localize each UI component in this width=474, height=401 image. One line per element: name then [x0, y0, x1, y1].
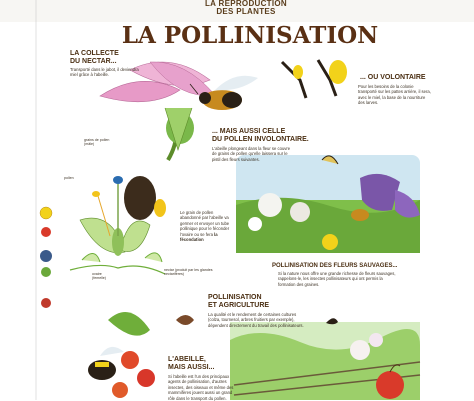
agriculture-title-line2: ET AGRICULTURE [208, 302, 270, 309]
bumblebee-illustration [88, 312, 155, 398]
grain-emphasis: la fécondation [180, 231, 218, 243]
flower-section-illustration [70, 176, 166, 274]
section-sauvages-text: Si la nature nous offre une grande richesse de fleurs sauvages, rappelons-le, les insectes pollinisateurs qui ont permis la formation des graines. [278, 271, 396, 287]
involontaire-title-line2: DU POLLEN INVOLONTAIRE. [212, 136, 309, 143]
meadow-illustration [236, 155, 420, 253]
section-volontaire-title: ... OU VOLONTAIRE [360, 74, 426, 81]
label-nectar: nectar (produit par les glandes nectarifères) [164, 268, 213, 277]
collecte-title-line1: LA COLLECTE [70, 50, 119, 57]
bee-legs-pollen [282, 60, 347, 98]
collecte-title-line2: DU NECTAR... [70, 58, 117, 65]
label-grains-line2: (mâle) [84, 142, 95, 147]
abeille-title-line2: MAIS AUSSI... [168, 364, 215, 371]
section-agriculture-title [208, 294, 269, 310]
section-abeille-text: Si l'abeille est l'un des principaux agents de pollinisation, d'autres insectes, des oiseaux et même des mammifères jouent aussi un grand rôle dans le transport du pollen. [168, 374, 234, 401]
label-grains [84, 138, 109, 147]
section-volontaire-text: Pour les besoins de la colonie transporté sur les pattes arrière, il sera, avec le miel, la base de la nourriture des larves. [358, 84, 431, 106]
section-collecte-text: Transporté dans le jabot, il deviendra miel grâce à l'abeille. [70, 67, 139, 78]
label-ovaire-line1: ovaire [92, 272, 102, 276]
top-title-line2: DES PLANTES [216, 7, 276, 16]
involontaire-title-line1: ... MAIS AUSSI CELLE [212, 128, 286, 135]
section-involontaire-title [212, 128, 309, 144]
label-ovaire [92, 272, 106, 281]
label-grains-line1: grains de pollen [84, 138, 110, 142]
side-logos [40, 207, 52, 308]
section-involontaire-text: L'abeille plongeant dans la fleur se couvre de grains de pollen qu'elle laissera sur le pistil des fleurs suivantes. [212, 146, 291, 162]
label-pollen: pollen [64, 176, 74, 180]
top-title-line1: LA REPRODUCTION [205, 0, 287, 8]
agriculture-title-line1: POLLINISATION [208, 294, 262, 301]
section-collecte-title [70, 50, 119, 66]
section-sauvages-title: POLLINISATION DES FLEURS SAUVAGES... [272, 263, 398, 269]
section-abeille-title [168, 356, 214, 372]
label-ovaire-line2: (femelle) [92, 276, 106, 281]
section-agriculture-text: La qualité et le rendement de certaines cultures (colza, tournesol, arbres fruitiers par exemple), dépendent directement du travail des pollinisateurs. [208, 312, 304, 328]
abeille-title-line1: L'ABEILLE, [168, 356, 206, 363]
section-grain-text [180, 210, 234, 242]
grain-text: Le grain de pollen abandonné par l'abeille va germer et envoyer un tube pollinique pour le féconder l'ovaire ou se fera [180, 210, 230, 237]
page-title: LA POLLINISATION [121, 22, 379, 49]
